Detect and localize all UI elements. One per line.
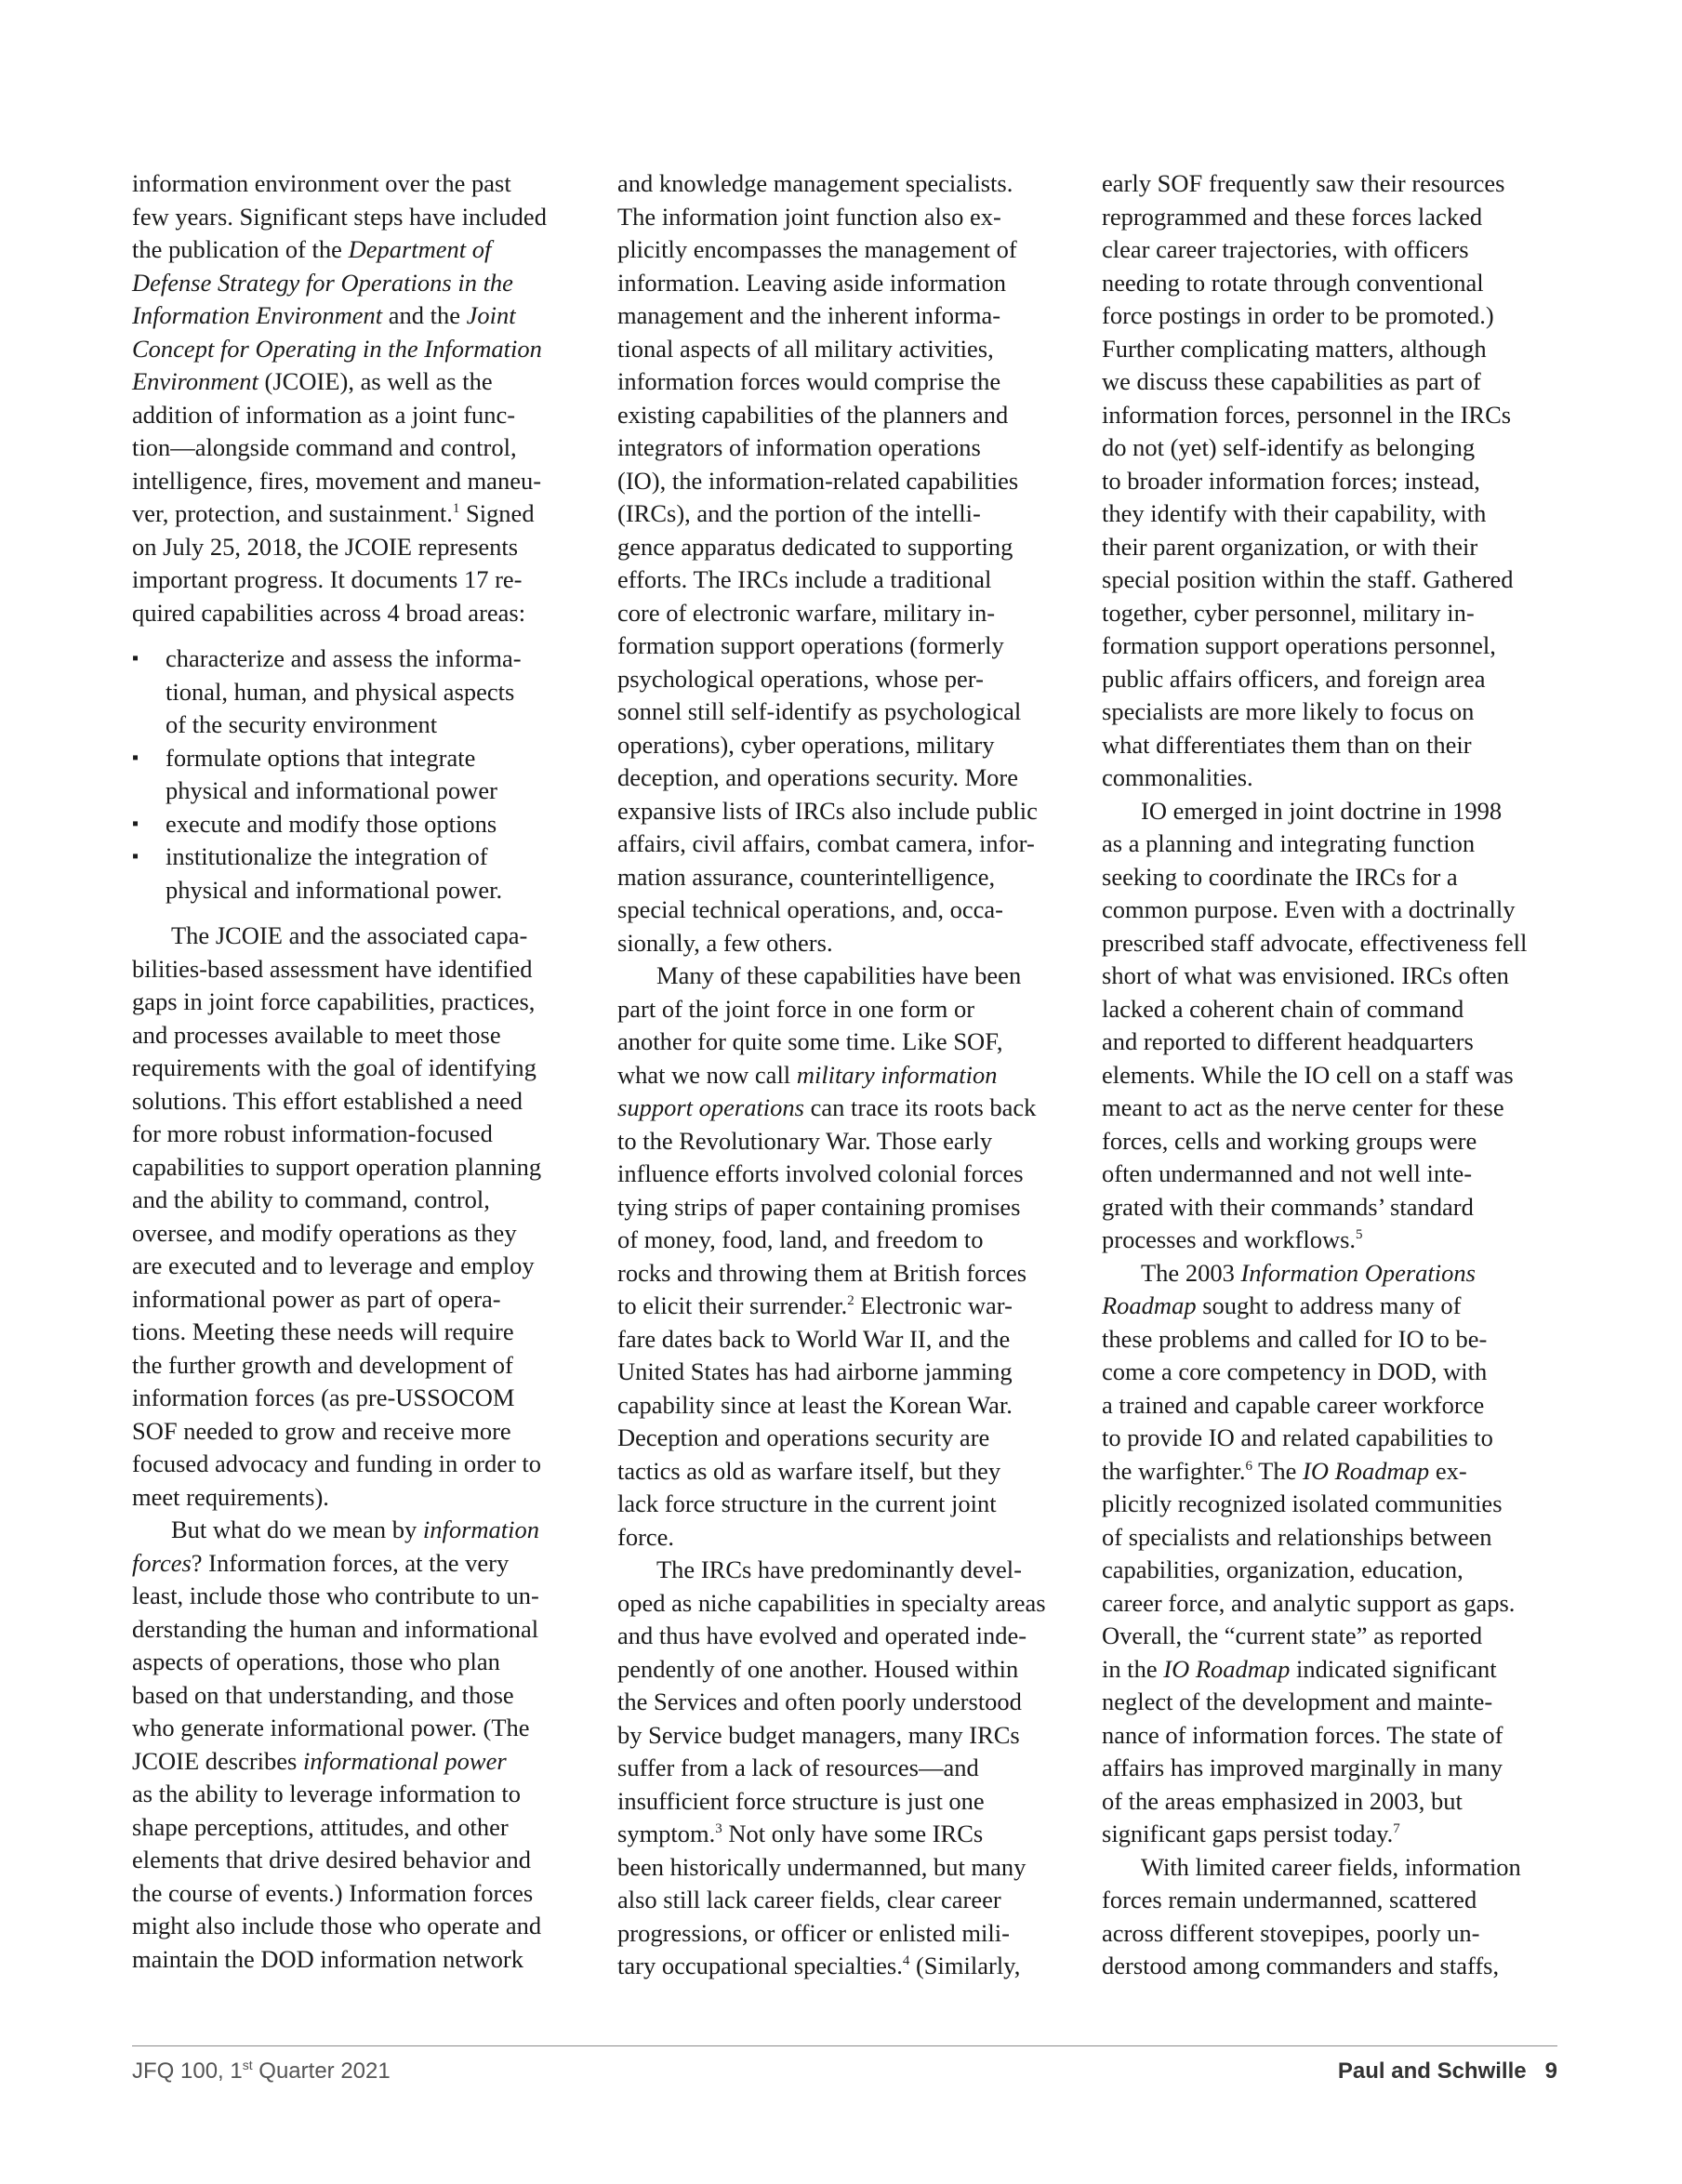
text-line: formation support operations personnel, (1102, 631, 1496, 659)
text-line: The information joint function also ex- (617, 202, 1001, 231)
text-line: together, cyber personnel, military in- (1102, 598, 1475, 627)
text-line: these problems and called for IO to be- (1102, 1324, 1488, 1353)
text-line: integrators of information operations (617, 433, 981, 461)
italic-term: support operations (617, 1093, 804, 1121)
text-line: influence efforts involved colonial forces (617, 1159, 1024, 1187)
text-line (132, 267, 588, 300)
footer-authors: Paul and Schwille (1337, 2058, 1527, 2084)
text-line: forces remain undermanned, scattered (1102, 1886, 1477, 1913)
text-line: capabilities, organization, education, (1102, 1555, 1463, 1583)
bullet-item: ▪ characterize and assess the informa- (132, 642, 588, 676)
text-line: prescribed staff advocate, effectiveness fell (1102, 928, 1528, 957)
text-line: and knowledge management specialists. (617, 169, 1013, 197)
text-line: derstood among commanders and staffs, (1102, 1952, 1500, 1979)
text-line: to provide IO and related capabilities to (1102, 1423, 1493, 1451)
text-line: the publication of the Department of (132, 235, 492, 263)
text-line: what we now call military information (617, 1060, 998, 1089)
text-line: focused advocacy and funding in order to (132, 1449, 542, 1477)
text-line: quired capabilities across 4 broad areas: (132, 598, 526, 627)
text-line: requirements with the goal of identifying (132, 1053, 536, 1081)
text-line: Further complicating matters, although (1102, 334, 1487, 363)
text-line (132, 333, 588, 366)
text-line: based on that understanding, and those (132, 1680, 514, 1709)
text-line: The JCOIE and the associated capa- (171, 921, 528, 949)
text-line: derstanding the human and informational (132, 1614, 539, 1643)
text-line: force postings in order to be promoted.) (1102, 301, 1494, 329)
text-line: we discuss these capabilities as part of (1102, 367, 1481, 395)
text-line: operations), cyber operations, military (617, 730, 995, 759)
text-line: for more robust information-focused (132, 1119, 493, 1147)
text-line: existing capabilities of the planners and (617, 400, 1009, 429)
text-line: With limited career fields, information (1141, 1852, 1521, 1881)
text-line: reprogrammed and these forces lacked (1102, 202, 1483, 231)
italic-title: Concept for Operating in the Information (132, 334, 542, 363)
text-line: specialists are more likely to focus on (1102, 697, 1475, 725)
text-line: lacked a coherent chain of command (1102, 994, 1464, 1023)
text-line: force. (617, 1522, 675, 1551)
text-line: early SOF frequently saw their resources (1102, 169, 1505, 197)
text-line: information. Leaving aside information (617, 268, 1006, 297)
bullet-item: ▪ execute and modify those options (132, 808, 588, 841)
text-line: been historically undermanned, but many (617, 1852, 1026, 1881)
text-line: bilities-based assessment have identified (132, 954, 533, 983)
text-line: intelligence, fires, movement and maneu- (132, 466, 542, 495)
text-line: United States has had airborne jamming (617, 1357, 1013, 1385)
paragraph (617, 1554, 1071, 1983)
footnote-ref[interactable]: 7 (1393, 1821, 1400, 1837)
text-line: of money, food, land, and freedom to (617, 1225, 984, 1253)
text-line: part of the joint force in one form or (617, 994, 975, 1023)
text-line: might also include those who operate and (132, 1912, 542, 1939)
text-line: deception, and operations security. More (617, 763, 1018, 791)
text-line: sonnel still self-identify as psychological (617, 697, 1022, 725)
text-line: management and the inherent informa- (617, 301, 1001, 329)
footnote-ref[interactable]: 4 (902, 1953, 910, 1969)
column-3 (1102, 167, 1557, 1983)
paragraph (1102, 1851, 1557, 1983)
text-line: and thus have evolved and operated inde- (617, 1621, 1027, 1649)
text-line: gence apparatus dedicated to supporting (617, 532, 1013, 561)
text-line: the Services and often poorly understood (617, 1688, 1022, 1715)
text-line: formation support operations (formerly (617, 631, 1004, 659)
text-line: information forces (as pre-USSOCOM (132, 1383, 515, 1411)
text-line: rocks and throwing them at British forces (617, 1258, 1027, 1287)
text-line: information forces would comprise the (617, 367, 1001, 395)
text-line: neglect of the development and mainte- (1102, 1688, 1493, 1715)
text-line: gaps in joint force capabilities, practices, (132, 987, 536, 1015)
text-line: physical and informational power. (166, 875, 503, 904)
text-line: special technical operations, and, occa- (617, 895, 1003, 923)
column-1 (132, 167, 588, 1976)
text-line: core of electronic warfare, military in- (617, 598, 996, 627)
italic-title: Defense Strategy for Operations in the (132, 268, 513, 297)
text-line: and processes available to meet those (132, 1020, 501, 1049)
running-footer (1338, 2058, 1557, 2085)
italic-title: IO Roadmap (1303, 1456, 1430, 1485)
text-line: SOF needed to grow and receive more (132, 1416, 511, 1445)
text-line: forces, cells and working groups were (1102, 1126, 1477, 1155)
text-line: information environment over the past (132, 169, 511, 197)
text-line: their parent organization, or with their (1102, 532, 1478, 561)
text-line: meet requirements). (132, 1482, 329, 1511)
text-line: public affairs officers, and foreign area (1102, 664, 1486, 693)
text-line: the further growth and development of (132, 1350, 513, 1379)
text-line: short of what was envisioned. IRCs often (1102, 961, 1509, 989)
paragraph (617, 167, 1071, 960)
footnote-ref[interactable]: 6 (1245, 1458, 1253, 1474)
text-line: few years. Significant steps have included (132, 202, 547, 231)
text-line: solutions. This effort established a need (132, 1086, 523, 1115)
text-line: physical and informational power (166, 776, 497, 804)
text-line: commonalities. (1102, 763, 1253, 791)
text-line: Roadmap sought to address many of (1102, 1291, 1462, 1319)
text-line: oversee, and modify operations as they (132, 1218, 517, 1247)
text-line: plicitly recognized isolated communities (1102, 1489, 1503, 1517)
text-line: tional aspects of all military activities, (617, 334, 994, 363)
text-line: least, include those who contribute to un- (132, 1582, 539, 1609)
text-line: of specialists and relationships between (1102, 1522, 1492, 1551)
paragraph (132, 167, 588, 629)
text-line: JCOIE describes informational power (132, 1746, 507, 1775)
text-line: processes and workflows.$^5$ (1102, 1225, 1363, 1253)
text-line: tions. Meeting these needs will require (132, 1317, 514, 1345)
text-line: sionally, a few others. (617, 928, 833, 957)
text-line: suffer from a lack of resources—and (617, 1754, 979, 1781)
journal-citation: JFQ 100, 1st Quarter 2021 (132, 2058, 391, 2084)
text-line: Environment (JCOIE), as well as the (132, 367, 493, 395)
text-line: IO emerged in joint doctrine in 1998 (1141, 796, 1503, 825)
text-line: affairs has improved marginally in many (1102, 1754, 1503, 1781)
text-line: are executed and to leverage and employ (132, 1251, 535, 1279)
paragraph (132, 1514, 588, 1976)
text-line: by Service budget managers, many IRCs (617, 1720, 1020, 1749)
text-line: to elicit their surrender.$^2$ Electronic war- (617, 1291, 1013, 1319)
text-line: Many of these capabilities have been (656, 961, 1022, 989)
text-line: efforts. The IRCs include a traditional (617, 565, 992, 593)
text-line: seeking to coordinate the IRCs for a (1102, 862, 1458, 891)
text-line: tactics as old as warfare itself, but they (617, 1456, 1001, 1485)
text-line: oped as niche capabilities in specialty areas (617, 1588, 1046, 1617)
text-line: the course of events.) Information forces (132, 1878, 534, 1907)
italic-term: forces (132, 1548, 192, 1577)
text-line: and the ability to command, control, (132, 1185, 490, 1213)
text-line: pendently of one another. Housed within (617, 1654, 1019, 1683)
text-line: Overall, the “current state” as reported (1102, 1621, 1483, 1649)
text-line: of the areas emphasized in 2003, but (1102, 1786, 1463, 1815)
text-line: insufficient force structure is just one (617, 1786, 985, 1815)
footnote-ref[interactable]: 1 (452, 501, 460, 517)
text-line: capability since at least the Korean War. (617, 1390, 1013, 1419)
italic-title: Roadmap (1102, 1291, 1197, 1319)
text-line: common purpose. Even with a doctrinally (1102, 895, 1516, 923)
text-line: progressions, or officer or enlisted mili- (617, 1918, 1010, 1947)
text-line: nance of information forces. The state of (1102, 1720, 1503, 1749)
text-line: forces? Information forces, at the very (132, 1548, 510, 1577)
text-line: significant gaps persist today.$^7$ (1102, 1820, 1400, 1847)
page-number: 9 (1544, 2058, 1557, 2084)
text-line: (IRCs), and the portion of the intelli- (617, 499, 981, 527)
text-line: mation assurance, counterintelligence, (617, 862, 996, 891)
text-line: affairs, civil affairs, combat camera, infor- (617, 829, 1035, 857)
text-line: what differentiates them than on their (1102, 730, 1472, 759)
text-line: on July 25, 2018, the JCOIE represents (132, 532, 519, 561)
text-line: tying strips of paper containing promises (617, 1192, 1021, 1221)
text-line: elements. While the IO cell on a staff was (1102, 1060, 1514, 1089)
column-2 (617, 167, 1071, 1983)
italic-title: IO Roadmap (1163, 1654, 1291, 1683)
italic-term: informational power (303, 1746, 507, 1775)
footnote-ref[interactable]: 3 (715, 1821, 722, 1837)
text-line: ver, protection, and sustainment.$^1$ Signed (132, 499, 535, 527)
text-line: needing to rotate through conventional (1102, 268, 1484, 297)
text-line: fare dates back to World War II, and the (617, 1324, 1011, 1353)
text-line: informational power as part of opera- (132, 1284, 501, 1313)
bullet-item: ▪ institutionalize the integration of (132, 841, 588, 874)
footnote-ref[interactable]: 2 (847, 1293, 854, 1309)
text-line: addition of information as a joint func- (132, 400, 516, 429)
text-line: Information Environment and the Joint (132, 301, 516, 329)
text-line: tary occupational specialties.$^4$ (Similarly, (617, 1952, 1021, 1979)
text-line: shape perceptions, attitudes, and other (132, 1812, 509, 1841)
text-line: capabilities to support operation planning (132, 1152, 542, 1181)
bullet-list (132, 642, 588, 907)
paragraph (1102, 1257, 1557, 1851)
text-line: across different stovepipes, poorly un- (1102, 1918, 1480, 1947)
paragraph (1102, 795, 1557, 1257)
text-line: come a core competency in DOD, with (1102, 1357, 1488, 1385)
text-line: special position within the staff. Gathered (1102, 565, 1514, 593)
text-line: also still lack career fields, clear career (617, 1886, 1001, 1913)
text-line: important progress. It documents 17 re- (132, 565, 523, 593)
text-line: do not (yet) self-identify as belonging (1102, 433, 1476, 461)
text-line: elements that drive desired behavior and (132, 1846, 531, 1873)
text-line: career force, and analytic support as gaps. (1102, 1588, 1516, 1617)
text-line: and reported to different headquarters (1102, 1027, 1474, 1055)
italic-term: military information (796, 1060, 998, 1089)
footer-rule (132, 2045, 1557, 2046)
paragraph (617, 960, 1071, 1554)
text-line: to broader information forces; instead, (1102, 466, 1480, 495)
text-line: information forces, personnel in the IRCs (1102, 400, 1512, 429)
text-line: meant to act as the nerve center for these (1102, 1093, 1504, 1121)
text-line: aspects of operations, those who plan (132, 1648, 500, 1675)
italic-title: Department of (348, 235, 492, 263)
text-line: The IRCs have predominantly devel- (656, 1555, 1022, 1583)
paragraph (1102, 167, 1557, 795)
text-line: often undermanned and not well inte- (1102, 1159, 1473, 1187)
bullet-item: ▪ formulate options that integrate (132, 742, 588, 775)
text-line: symptom.$^3$ Not only have some IRCs (617, 1820, 984, 1847)
text-line: clear career trajectories, with officers (1102, 235, 1469, 263)
text-line: The 2003 Information Operations (1141, 1258, 1476, 1287)
text-line: to the Revolutionary War. Those early (617, 1126, 993, 1155)
text-line: the warfighter.$^6$ The IO Roadmap ex- (1102, 1456, 1467, 1485)
text-line: tion—alongside command and control, (132, 433, 517, 461)
text-line: of the security environment (166, 710, 438, 738)
text-line: a trained and capable career workforce (1102, 1390, 1485, 1419)
italic-title: Joint (466, 301, 516, 329)
text-line: psychological operations, whose per- (617, 664, 984, 693)
footnote-ref[interactable]: 5 (1356, 1227, 1363, 1243)
text-line: as a planning and integrating function (1102, 829, 1476, 857)
italic-title: Environment (132, 367, 258, 395)
text-line: another for quite some time. Like SOF, (617, 1027, 1003, 1055)
text-line: tional, human, and physical aspects (166, 677, 515, 706)
text-line: they identify with their capability, with (1102, 499, 1487, 527)
text-line: in the IO Roadmap indicated significant (1102, 1654, 1497, 1683)
italic-title: Information Environment (132, 301, 383, 329)
italic-title: Information Operations (1240, 1258, 1476, 1287)
text-line: plicitly encompasses the management of (617, 235, 1017, 263)
paragraph (132, 920, 588, 1514)
text-line: maintain the DOD information network (132, 1944, 523, 1973)
text-line: But what do we mean by information (171, 1516, 539, 1543)
text-line: support operations can trace its roots back (617, 1093, 1037, 1121)
text-line: as the ability to leverage information to (132, 1780, 521, 1807)
text-line: grated with their commands’ standard (1102, 1192, 1474, 1221)
text-line: who generate informational power. (The (132, 1714, 530, 1741)
text-line: Deception and operations security are (617, 1423, 990, 1451)
text-line: lack force structure in the current joint (617, 1489, 997, 1517)
text-line: (IO), the information-related capabilities (617, 466, 1019, 495)
text-line: expansive lists of IRCs also include public (617, 796, 1038, 825)
italic-term: information (422, 1516, 539, 1543)
